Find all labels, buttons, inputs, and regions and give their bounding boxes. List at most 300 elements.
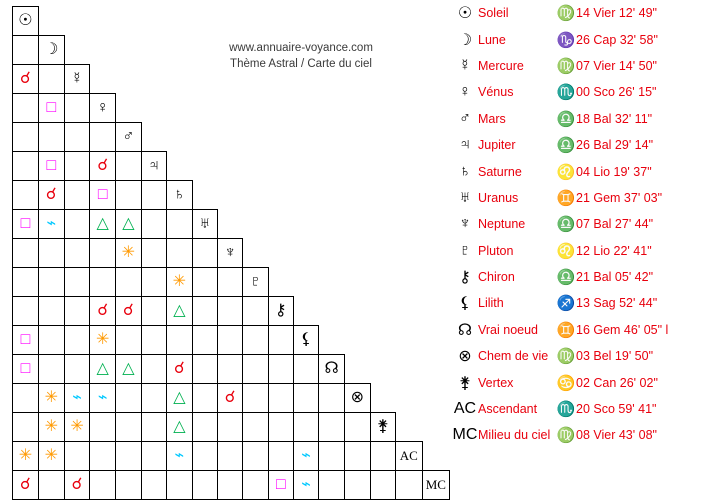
aspect-grid-row (13, 36, 450, 65)
aspect-symbol: ⌁ (174, 447, 185, 464)
body-position-value: 02 Can 26' 02" (576, 375, 658, 390)
planet-glyph-icon: ⚸ (300, 331, 312, 348)
grid-spacer (422, 65, 449, 94)
aspect-symbol: □ (20, 215, 31, 232)
aspect-cell (64, 210, 90, 239)
planet-glyph-icon: ☉ (18, 12, 33, 29)
aspect-symbol: △ (173, 302, 186, 319)
zodiac-sign-icon: ♎ (556, 137, 576, 155)
grid-spacer (141, 94, 166, 123)
grid-spacer (141, 65, 166, 94)
aspect-cell (13, 36, 39, 65)
zodiac-sign-icon: ♎ (556, 110, 576, 128)
aspect-cell (116, 297, 142, 326)
grid-spacer (395, 413, 422, 442)
grid-spacer (395, 239, 422, 268)
body-position-value: 21 Bal 05' 42" (576, 270, 654, 285)
grid-spacer (268, 268, 293, 297)
aspect-symbol: □ (46, 157, 57, 174)
grid-spacer (167, 7, 193, 36)
aspect-cell (38, 326, 64, 355)
aspect-cell (268, 355, 293, 384)
aspect-cell (192, 471, 217, 500)
aspect-cell (90, 297, 116, 326)
aspect-cell (395, 471, 422, 500)
position-row (452, 185, 705, 211)
aspect-symbol: ✳ (18, 447, 33, 464)
grid-spacer (293, 297, 318, 326)
aspect-cell (13, 123, 39, 152)
aspect-cell (167, 210, 193, 239)
grid-spacer (422, 123, 449, 152)
aspect-cell (167, 355, 193, 384)
grid-spacer (319, 239, 345, 268)
lune-glyph-icon: ☽ (457, 31, 473, 49)
aspect-cell (38, 123, 64, 152)
position-row (452, 0, 705, 26)
grid-spacer (293, 239, 318, 268)
grid-spacer (243, 123, 268, 152)
aspect-symbol: △ (122, 215, 135, 232)
aspect-cell (13, 268, 39, 297)
grid-spacer (141, 123, 166, 152)
planet-glyph-icon: ♇ (249, 273, 262, 290)
jupiter-glyph-icon: ♃ (459, 136, 471, 154)
aspect-cell (218, 384, 243, 413)
zodiac-sign-icon: ♍ (556, 5, 576, 23)
body-position-value: 20 Sco 59' 41" (576, 402, 657, 417)
aspect-cell (64, 152, 90, 181)
aspect-grid-row (13, 239, 450, 268)
grid-spacer (293, 94, 318, 123)
aspect-cell (268, 326, 293, 355)
aspect-symbol: ⌁ (72, 389, 82, 406)
grid-spacer (268, 36, 293, 65)
aspect-cell (141, 297, 166, 326)
grid-spacer (422, 297, 449, 326)
grid-spacer (395, 355, 422, 384)
aspect-cell (90, 384, 116, 413)
body-name: Pluton (478, 243, 514, 258)
grid-spacer (293, 268, 318, 297)
aspect-grid-header-mars (116, 123, 142, 152)
aspect-cell (13, 181, 39, 210)
aspect-cell (268, 442, 293, 471)
aspect-cell (116, 355, 142, 384)
aspect-cell (293, 471, 318, 500)
aspect-cell (38, 268, 64, 297)
grid-spacer (268, 7, 293, 36)
grid-spacer (64, 7, 90, 36)
aspect-cell (345, 442, 371, 471)
aspect-cell (38, 384, 64, 413)
aspect-cell (13, 65, 39, 94)
aspect-cell (370, 442, 395, 471)
position-row (452, 396, 705, 422)
grid-spacer (345, 326, 371, 355)
aspect-cell (64, 326, 90, 355)
grid-spacer (345, 7, 371, 36)
grid-spacer (293, 210, 318, 239)
grid-spacer (167, 94, 193, 123)
aspect-grid-header-ascendant (395, 442, 422, 471)
grid-spacer (370, 326, 395, 355)
grid-spacer (64, 36, 90, 65)
aspect-cell (345, 413, 371, 442)
aspect-cell (38, 355, 64, 384)
ascendant-glyph-icon: AC (453, 400, 477, 418)
grid-spacer (218, 94, 243, 123)
aspect-cell (13, 152, 39, 181)
grid-spacer (395, 181, 422, 210)
aspect-symbol: ✳ (121, 244, 136, 261)
grid-spacer (395, 297, 422, 326)
aspect-cell (116, 326, 142, 355)
grid-spacer (345, 181, 371, 210)
aspect-cell (243, 413, 268, 442)
grid-spacer (370, 210, 395, 239)
aspect-symbol: ☌ (20, 70, 31, 87)
aspect-cell (243, 326, 268, 355)
aspect-cell (90, 268, 116, 297)
planet-glyph-icon: ♂ (122, 128, 135, 145)
aspect-cell (167, 413, 193, 442)
grid-spacer (319, 65, 345, 94)
aspect-symbol: ☌ (97, 302, 109, 319)
grid-spacer (370, 123, 395, 152)
grid-spacer (345, 65, 371, 94)
grid-spacer (243, 36, 268, 65)
aspect-grid-header-saturne (167, 181, 193, 210)
zodiac-sign-icon: ♊ (556, 189, 576, 207)
aspect-cell (13, 210, 39, 239)
planet-glyph-icon: ⚷ (274, 302, 287, 319)
aspect-cell (167, 326, 193, 355)
grid-spacer (90, 7, 116, 36)
grid-spacer (370, 181, 395, 210)
aspect-cell (64, 355, 90, 384)
aspect-grid-row (13, 326, 450, 355)
aspect-cell (116, 239, 142, 268)
aspect-cell (167, 239, 193, 268)
grid-spacer (218, 65, 243, 94)
grid-spacer (141, 7, 166, 36)
planet-glyph-icon: ♅ (198, 215, 211, 232)
body-position-value: 04 Lio 19' 37" (576, 164, 652, 179)
aspect-cell (268, 471, 293, 500)
aspect-symbol: ✳ (96, 331, 110, 348)
aspect-symbol: □ (46, 99, 57, 116)
aspect-cell (192, 413, 217, 442)
aspect-cell (218, 442, 243, 471)
saturne-glyph-icon: ♄ (459, 162, 471, 180)
grid-spacer (395, 7, 422, 36)
watermark-url: www.annuaire-voyance.com (229, 42, 373, 54)
aspect-symbol: ☌ (224, 389, 236, 406)
aspect-symbol: ✳ (70, 418, 84, 435)
aspect-cell (345, 471, 371, 500)
aspect-cell (218, 326, 243, 355)
aspect-cell (218, 355, 243, 384)
aspect-cell (90, 355, 116, 384)
body-name: Lune (478, 32, 506, 47)
aspect-cell (218, 471, 243, 500)
aspect-symbol: □ (97, 186, 108, 203)
grid-spacer (345, 297, 371, 326)
aspect-symbol: ✳ (44, 389, 58, 406)
mercure-glyph-icon: ☿ (459, 56, 471, 74)
aspect-cell (90, 442, 116, 471)
grid-spacer (422, 94, 449, 123)
grid-spacer (243, 7, 268, 36)
aspect-grid-row (13, 471, 450, 500)
grid-spacer (345, 123, 371, 152)
aspect-cell (167, 297, 193, 326)
position-row (452, 211, 705, 237)
grid-spacer (422, 268, 449, 297)
grid-spacer (293, 152, 318, 181)
aspect-cell (218, 268, 243, 297)
aspect-symbol: △ (122, 360, 135, 377)
grid-spacer (116, 94, 142, 123)
aspect-cell (38, 94, 64, 123)
aspect-cell (141, 326, 166, 355)
grid-spacer (345, 210, 371, 239)
aspect-grid-header-lilith (293, 326, 318, 355)
aspect-grid-row (13, 152, 450, 181)
chem_vie-glyph-icon: ⊗ (458, 348, 472, 366)
planet-glyph-icon: ⊗ (350, 389, 365, 406)
aspect-grid-row (13, 297, 450, 326)
aspect-cell (116, 181, 142, 210)
venus-glyph-icon: ♀ (459, 83, 471, 101)
grid-spacer (422, 152, 449, 181)
zodiac-sign-icon: ♐ (556, 295, 576, 313)
body-position-value: 26 Bal 29' 14" (576, 138, 654, 153)
grid-spacer (319, 210, 345, 239)
aspect-symbol: ☌ (173, 360, 185, 377)
planet-glyph-icon: ☿ (71, 70, 84, 87)
aspect-cell (38, 471, 64, 500)
grid-spacer (370, 239, 395, 268)
aspect-cell (13, 326, 39, 355)
mc-glyph-icon: MC (452, 426, 478, 444)
aspect-grid-header-chem_vie (345, 384, 371, 413)
aspect-cell (116, 471, 142, 500)
aspect-cell (293, 442, 318, 471)
grid-spacer (395, 65, 422, 94)
position-row (452, 106, 705, 132)
aspect-cell (13, 355, 39, 384)
body-name: Uranus (478, 190, 519, 205)
grid-spacer (116, 36, 142, 65)
position-row (452, 79, 705, 105)
aspect-cell (90, 152, 116, 181)
grid-spacer (345, 355, 371, 384)
aspect-cell (141, 181, 166, 210)
grid-spacer (192, 181, 217, 210)
body-name: Mercure (478, 58, 524, 73)
grid-spacer (218, 181, 243, 210)
grid-spacer (192, 36, 217, 65)
aspect-symbol: △ (96, 215, 109, 232)
aspect-cell (64, 297, 90, 326)
aspect-grid-row (13, 355, 450, 384)
aspect-symbol: □ (275, 476, 286, 493)
aspect-symbol: □ (20, 331, 31, 348)
aspect-grid-header-lune (38, 36, 64, 65)
grid-spacer (422, 7, 449, 36)
grid-spacer (422, 210, 449, 239)
grid-spacer (395, 94, 422, 123)
aspect-grid-header-jupiter (141, 152, 166, 181)
aspect-cell (64, 94, 90, 123)
axis-label: AC (399, 448, 418, 463)
position-row (452, 53, 705, 79)
grid-spacer (192, 65, 217, 94)
aspect-cell (116, 384, 142, 413)
grid-spacer (345, 94, 371, 123)
grid-spacer (422, 384, 449, 413)
grid-spacer (116, 7, 142, 36)
grid-spacer (192, 152, 217, 181)
grid-spacer (218, 7, 243, 36)
aspect-cell (38, 181, 64, 210)
zodiac-sign-icon: ♍ (556, 427, 576, 445)
planet-glyph-icon: ♀ (96, 99, 109, 116)
aspect-cell (141, 413, 166, 442)
grid-spacer (218, 123, 243, 152)
aspect-cell (13, 239, 39, 268)
aspect-cell (268, 413, 293, 442)
aspect-cell (319, 384, 345, 413)
vertex-glyph-icon: ⚵ (459, 374, 471, 392)
aspect-cell (141, 384, 166, 413)
grid-spacer (422, 326, 449, 355)
grid-spacer (268, 239, 293, 268)
grid-spacer (422, 355, 449, 384)
aspect-symbol: ✳ (172, 273, 187, 290)
body-name: Chem de vie (478, 349, 549, 364)
grid-spacer (293, 181, 318, 210)
grid-spacer (268, 181, 293, 210)
aspect-cell (90, 326, 116, 355)
aspect-grid-row (13, 442, 450, 471)
grid-spacer (268, 152, 293, 181)
axis-label: MC (425, 477, 446, 492)
zodiac-sign-icon: ♋ (556, 374, 576, 392)
aspect-cell (192, 297, 217, 326)
aspect-symbol: △ (173, 418, 186, 435)
aspect-cell (141, 210, 166, 239)
body-name: Jupiter (478, 138, 516, 153)
aspect-cell (116, 210, 142, 239)
aspect-cell (319, 471, 345, 500)
grid-spacer (319, 181, 345, 210)
aspect-cell (38, 297, 64, 326)
grid-spacer (319, 297, 345, 326)
body-position-value: 21 Gem 37' 03" (576, 190, 663, 205)
grid-spacer (268, 210, 293, 239)
aspect-cell (116, 152, 142, 181)
aspect-cell (370, 471, 395, 500)
body-position-value: 08 Vier 43' 08" (576, 428, 657, 443)
aspect-cell (243, 384, 268, 413)
aspect-cell (293, 413, 318, 442)
grid-spacer (319, 123, 345, 152)
aspect-cell (90, 210, 116, 239)
aspect-cell (192, 268, 217, 297)
aspect-cell (167, 384, 193, 413)
aspect-cell (64, 268, 90, 297)
grid-spacer (268, 123, 293, 152)
aspect-cell (141, 442, 166, 471)
grid-spacer (370, 268, 395, 297)
aspect-cell (192, 442, 217, 471)
position-row (452, 264, 705, 290)
grid-spacer (90, 65, 116, 94)
aspect-grid-row (13, 384, 450, 413)
watermark-subtitle: Thème Astral / Carte du ciel (230, 58, 372, 70)
aspect-cell (13, 94, 39, 123)
grid-spacer (395, 210, 422, 239)
aspect-grid-row (13, 94, 450, 123)
aspect-symbol: ✳ (44, 418, 58, 435)
aspect-cell (167, 442, 193, 471)
aspect-grid-row (13, 181, 450, 210)
body-position-value: 07 Bal 27' 44" (576, 217, 654, 232)
aspect-grid-header-vrai_noeud (319, 355, 345, 384)
position-row (452, 26, 705, 52)
grid-spacer (116, 65, 142, 94)
aspect-cell (13, 413, 39, 442)
aspect-cell (167, 268, 193, 297)
grid-spacer (243, 94, 268, 123)
aspect-cell (38, 65, 64, 94)
aspect-symbol: ⌁ (301, 447, 311, 464)
grid-spacer (370, 65, 395, 94)
grid-spacer (345, 268, 371, 297)
aspect-cell (268, 384, 293, 413)
planet-glyph-icon: ☽ (44, 41, 59, 58)
aspect-cell (90, 239, 116, 268)
aspect-grid-header-venus (90, 94, 116, 123)
planet-glyph-icon: ♆ (224, 244, 237, 261)
grid-spacer (422, 181, 449, 210)
aspect-cell (13, 471, 39, 500)
aspect-symbol: △ (96, 360, 109, 377)
aspect-cell (243, 355, 268, 384)
planet-glyph-icon: ☊ (324, 360, 339, 377)
grid-spacer (218, 36, 243, 65)
pluton-glyph-icon: ♇ (459, 241, 471, 259)
zodiac-sign-icon: ♍ (556, 348, 576, 366)
grid-spacer (218, 152, 243, 181)
grid-spacer (192, 7, 217, 36)
grid-spacer (167, 65, 193, 94)
aspect-grid-body (13, 7, 450, 500)
position-row (452, 317, 705, 343)
aspect-grid-header-pluton (243, 268, 268, 297)
aspect-cell (90, 123, 116, 152)
aspect-grid-row (13, 123, 450, 152)
grid-spacer (422, 442, 449, 471)
position-row (452, 422, 705, 448)
vrai_noeud-glyph-icon: ☊ (457, 321, 473, 339)
aspect-symbol: △ (173, 389, 186, 406)
aspect-cell (64, 181, 90, 210)
body-name: Vertex (478, 375, 514, 390)
